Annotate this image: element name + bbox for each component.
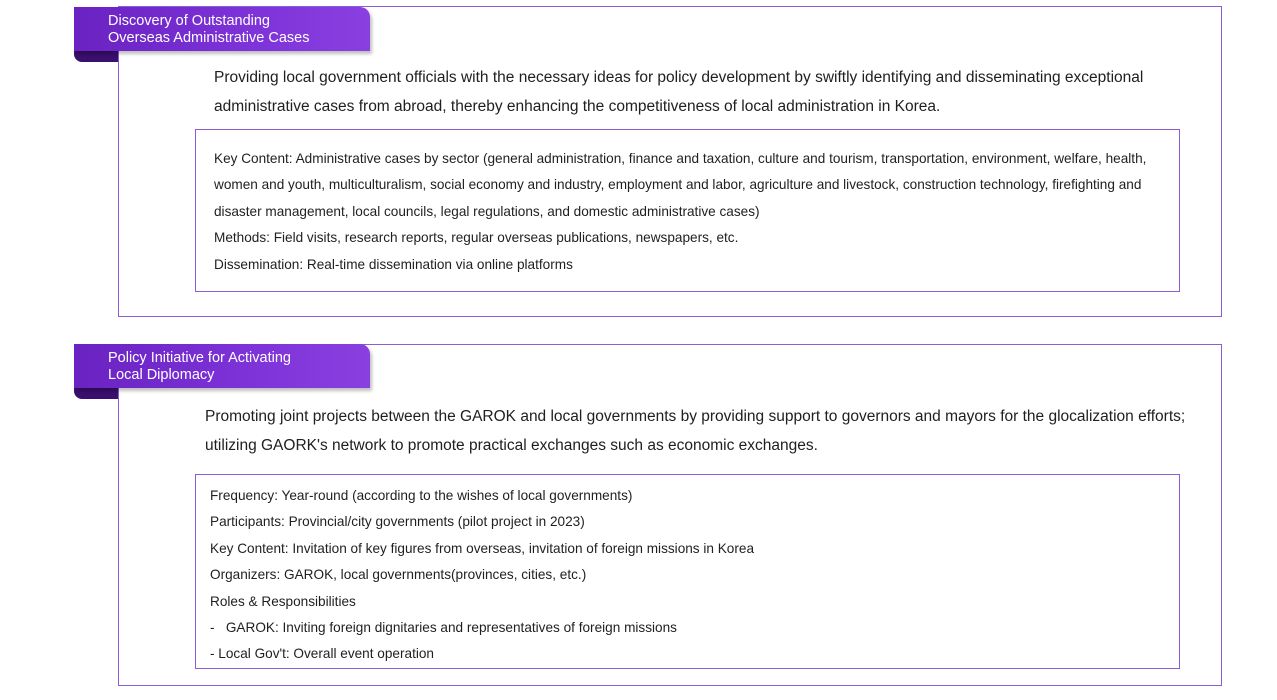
section-tab-fold [74,388,118,399]
section-title-line-1: Policy Initiative for Activating [108,350,291,366]
detail-dissemination: Dissemination: Real-time dissemination via online platforms [214,256,573,272]
section-title-line-2: Overseas Administrative Cases [108,30,310,46]
section-tab-overseas-cases [74,7,370,51]
section-tab-local-diplomacy [74,344,370,388]
section-title-line-1: Discovery of Outstanding [108,13,270,29]
section-title-line-2: Local Diplomacy [108,367,215,383]
detail-role-garok: - GAROK: Inviting foreign dignitaries and representatives of foreign missions [210,620,677,636]
details-box-overseas-cases [195,129,1180,292]
section-tab-fold [74,51,118,62]
detail-key-content: Key Content: Administrative cases by sector (general administration, finance and taxation, culture and tourism, transportation, environment, welfare, health, women and youth, multiculturalism, social economy and industry, employment and labor, agriculture and livestock, construction technology, firefighting and disaster management, local councils, legal regulations, and domestic administrative cases) [214,151,1147,219]
details-box-local-diplomacy [195,474,1180,669]
detail-organizers: Organizers: GAROK, local governments(provinces, cities, etc.) [210,567,587,583]
section-intro-local-diplomacy: Promoting joint projects between the GAROK and local governments by providing support to governors and mayors for the glocalization efforts; utilizing GAORK's network to promote practical exchanges such as economic exchanges. [205,408,1186,454]
detail-participants: Participants: Provincial/city governments (pilot project in 2023) [210,514,585,530]
detail-methods: Methods: Field visits, research reports, regular overseas publications, newspapers, etc. [214,230,739,246]
detail-key-content: Key Content: Invitation of key figures from overseas, invitation of foreign missions in Korea [210,540,755,556]
detail-frequency: Frequency: Year-round (according to the wishes of local governments) [210,488,633,503]
detail-role-local-gov: - Local Gov't: Overall event operation [210,646,434,662]
section-intro-overseas-cases: Providing local government officials with the necessary ideas for policy development by swiftly identifying and disseminating exceptional administrative cases from abroad, thereby enhancing the competitiveness of local administration in Korea. [214,69,1144,115]
detail-roles-heading: Roles & Responsibilities [210,593,356,609]
